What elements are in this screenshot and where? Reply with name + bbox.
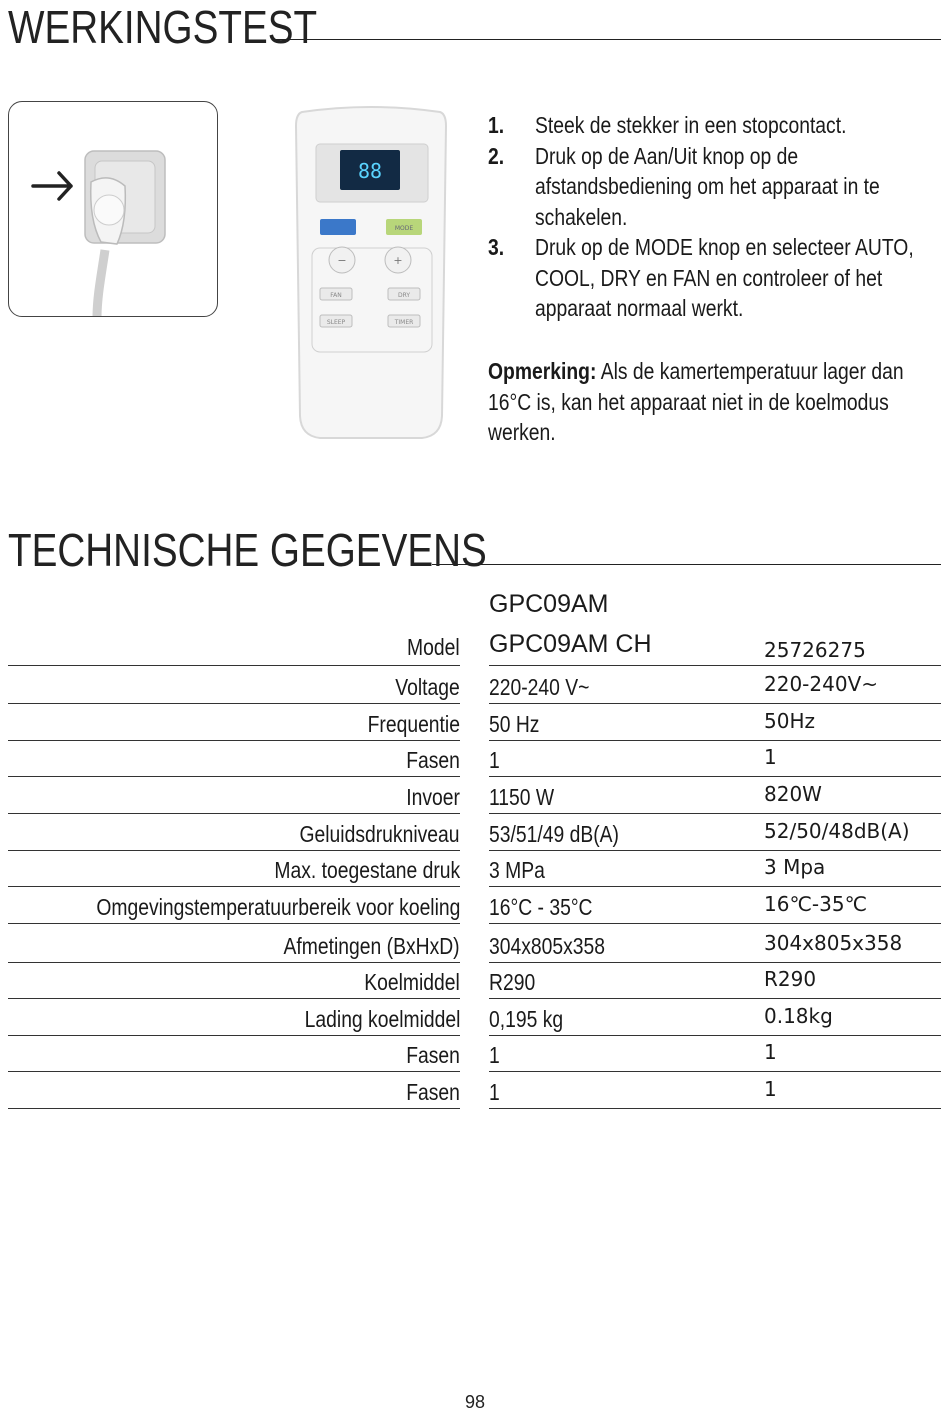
remote-display-digits: 88 xyxy=(357,159,383,183)
row-divider xyxy=(489,813,941,814)
spec-header-model-line1: GPC09AM xyxy=(489,590,609,618)
table-row xyxy=(8,815,941,849)
spec-value-2: 1 xyxy=(764,1040,777,1064)
row-divider xyxy=(489,665,941,666)
spec-value-2: 304x805x358 xyxy=(764,931,903,955)
spec-label: Max. toegestane druk xyxy=(274,857,460,883)
section-title-werkingstest: WERKINGSTEST xyxy=(8,1,318,53)
power-plug-icon xyxy=(85,151,165,317)
table-row xyxy=(8,851,941,885)
spec-label: Geluidsdrukniveau xyxy=(299,821,460,847)
table-row: Model GPC09AM CH 25726275 xyxy=(407,630,866,662)
step-1: 1. Steek de stekker in een stopcontact. xyxy=(488,112,847,138)
table-row xyxy=(8,888,941,922)
svg-text:TIMER: TIMER xyxy=(394,319,414,326)
svg-text:+: + xyxy=(393,254,403,267)
spec-label: Invoer xyxy=(406,784,460,810)
spec-value-2: 52/50/48dB(A) xyxy=(764,819,910,843)
spec-value-1: 53/51/49 dB(A) xyxy=(489,821,619,847)
spec-value-1: 16°C - 35°C xyxy=(489,894,593,920)
step-3: 3. Druk op de MODE knop en selecteer AUTO, COOL, DRY en FAN en controleer of het apparaat normaal werkt. xyxy=(488,234,914,321)
spec-value-2: 3 Mpa xyxy=(764,855,826,879)
svg-text:MODE: MODE xyxy=(394,225,414,232)
row-divider xyxy=(8,813,460,814)
row-divider xyxy=(489,1108,941,1109)
row-divider xyxy=(8,703,460,704)
spec-value-1: 304x805x358 xyxy=(489,933,606,959)
row-divider xyxy=(489,776,941,777)
spec-value-1: 1 xyxy=(489,1042,500,1068)
step-2: 2. Druk op de Aan/Uit knop op de afstandsbediening om het apparaat in te schakelen. xyxy=(488,142,880,230)
arrow-right-icon xyxy=(33,173,71,199)
row-divider xyxy=(489,1071,941,1072)
spec-value-2: R290 xyxy=(764,967,817,991)
row-divider xyxy=(489,998,941,999)
row-divider xyxy=(489,923,941,924)
row-divider xyxy=(489,703,941,704)
spec-value-2: 16℃-35℃ xyxy=(764,892,868,916)
table-row xyxy=(8,927,941,961)
table-row xyxy=(8,741,941,775)
spec-value-1: 1 xyxy=(489,747,500,773)
spec-value-2: 50Hz xyxy=(764,709,815,733)
svg-text:SLEEP: SLEEP xyxy=(326,319,346,326)
spec-label: Lading koelmiddel xyxy=(304,1006,460,1032)
spec-value-1: 220-240 V~ xyxy=(489,674,590,700)
table-row xyxy=(8,668,941,702)
spec-value-1: R290 xyxy=(489,969,536,995)
note-paragraph xyxy=(488,356,933,448)
spec-value-2: 820W xyxy=(764,782,822,806)
row-divider xyxy=(8,923,460,924)
row-divider xyxy=(8,776,460,777)
power-button[interactable] xyxy=(320,219,356,235)
table-row xyxy=(8,1000,941,1034)
page-number: 98 xyxy=(464,1392,486,1412)
spec-value-1: 1150 W xyxy=(489,784,555,810)
section-title-technische-gegevens: TECHNISCHE GEGEVENS xyxy=(8,524,487,576)
spec-value-2: 1 xyxy=(764,1077,777,1101)
spec-label: Voltage xyxy=(395,674,460,700)
remote-control-illustration xyxy=(292,106,450,442)
table-row xyxy=(8,1073,941,1107)
row-divider xyxy=(489,886,941,887)
row-divider xyxy=(8,1108,460,1109)
spec-value-1: 0,195 kg xyxy=(489,1006,564,1032)
spec-label: Fasen xyxy=(406,1042,460,1068)
plug-illustration xyxy=(8,101,218,317)
spec-label: Omgevingstemperatuurbereik voor koeling xyxy=(95,894,460,920)
note-label: Opmerking: xyxy=(488,358,597,384)
row-divider xyxy=(8,665,460,666)
svg-text:−: − xyxy=(337,254,347,267)
heading-rule xyxy=(432,564,941,565)
spec-label: Fasen xyxy=(406,1079,460,1105)
table-row xyxy=(8,705,941,739)
spec-value-1: 1 xyxy=(489,1079,500,1105)
instruction-steps xyxy=(488,110,938,324)
spec-value-1: 50 Hz xyxy=(489,711,540,737)
spec-value-2: 0.18kg xyxy=(764,1004,833,1028)
spec-label: Frequentie xyxy=(367,711,460,737)
table-row xyxy=(8,778,941,812)
note-text: Als de kamertemperatuur lager dan 16°C is, kan het apparaat niet in de koelmodus werken. xyxy=(488,358,904,445)
heading-rule xyxy=(272,39,941,40)
spec-label: Afmetingen (BxHxD) xyxy=(283,933,460,959)
spec-value-2: 220-240V~ xyxy=(764,672,879,696)
svg-text:FAN: FAN xyxy=(330,292,342,299)
table-row xyxy=(8,963,941,997)
spec-label: Koelmiddel xyxy=(364,969,460,995)
row-divider xyxy=(8,998,460,999)
spec-value-1: 3 MPa xyxy=(489,857,545,883)
spec-value-2: 1 xyxy=(764,745,777,769)
table-row xyxy=(8,1036,941,1070)
svg-text:DRY: DRY xyxy=(397,292,411,299)
spec-label: Fasen xyxy=(406,747,460,773)
row-divider xyxy=(8,1071,460,1072)
row-divider xyxy=(8,886,460,887)
